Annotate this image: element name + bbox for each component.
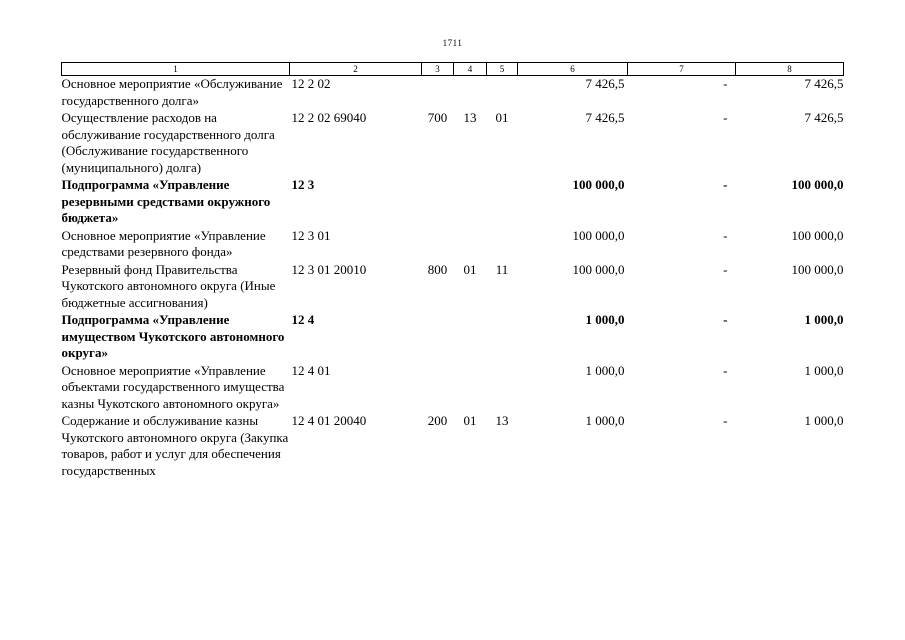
row-vr-cell: 700 (427, 110, 448, 125)
column-header: 7 (628, 63, 736, 76)
row-amount-cell: 100 000,0 (572, 177, 625, 192)
row-name-cell: Основное мероприятие «Управление объектами государственного имущества казны Чукотского автономного округа» (61, 362, 285, 411)
row-code-cell: 12 4 (291, 312, 315, 327)
table-row (62, 177, 844, 228)
column-header: 8 (736, 63, 844, 76)
column-number-row (62, 63, 844, 76)
row-total-cell: 7 426,5 (804, 76, 844, 91)
row-change-cell: - (723, 76, 728, 91)
row-name-cell: Основное мероприятие «Обслуживание государственного долга» (61, 76, 283, 108)
column-header: 5 (487, 63, 518, 76)
row-pr-cell (487, 312, 518, 363)
row-vr-cell: 800 (427, 261, 448, 277)
row-change-cell: - (723, 110, 728, 125)
row-pr-cell (487, 177, 518, 228)
table-row (62, 312, 844, 363)
row-name-cell: Осуществление расходов на обслуживание государственного долга (Обслуживание государственного (муниципального) долга) (61, 110, 275, 175)
row-total-cell: 100 000,0 (791, 177, 844, 192)
row-vr-cell (422, 177, 454, 228)
row-total-cell: 100 000,0 (791, 227, 844, 243)
row-amount-cell: 7 426,5 (585, 110, 625, 125)
row-name-cell: Резервный фонд Правительства Чукотского автономного округа (Иные бюджетные ассигнования) (61, 261, 276, 310)
row-rz-cell (454, 177, 487, 228)
column-header: 1 (62, 63, 290, 76)
budget-table (61, 62, 844, 480)
row-vr-cell (422, 76, 454, 111)
row-change-cell: - (723, 177, 728, 192)
row-total-cell: 1 000,0 (804, 312, 844, 327)
row-name-cell: Подпрограмма «Управление резервными средствами окружного бюджета» (61, 177, 271, 225)
table-row (62, 413, 844, 480)
row-code-cell: 12 2 02 (291, 76, 331, 91)
table-row (62, 363, 844, 414)
row-name-cell: Содержание и обслуживание казны Чукотского автономного округа (Закупка товаров, работ и услуг для обеспечения государственных (61, 413, 289, 478)
row-change-cell: - (723, 227, 728, 243)
row-code-cell: 12 4 01 20040 (291, 413, 367, 428)
row-change-cell: - (723, 312, 728, 327)
row-rz-cell (454, 363, 487, 414)
row-change-cell: - (723, 362, 728, 378)
row-rz-cell (454, 76, 487, 111)
row-vr-cell (422, 228, 454, 262)
row-rz-cell: 13 (463, 110, 477, 125)
column-header: 2 (290, 63, 422, 76)
row-rz-cell: 01 (463, 413, 477, 428)
row-name-cell: Основное мероприятие «Управление средствами резервного фонда» (61, 227, 266, 259)
table-row (62, 76, 844, 111)
row-total-cell: 1 000,0 (804, 362, 844, 378)
column-header: 4 (454, 63, 487, 76)
row-pr-cell: 11 (495, 261, 509, 277)
row-name-cell: Подпрограмма «Управление имуществом Чукотского автономного округа» (61, 312, 285, 360)
table-row (62, 262, 844, 313)
row-total-cell: 100 000,0 (791, 261, 844, 277)
row-pr-cell: 13 (495, 413, 509, 428)
row-amount-cell: 1 000,0 (585, 312, 625, 327)
table-body (62, 76, 844, 481)
row-total-cell: 1 000,0 (804, 413, 844, 428)
row-code-cell: 12 2 02 69040 (291, 110, 367, 125)
row-code-cell: 12 3 01 20010 (291, 261, 367, 277)
row-total-cell: 7 426,5 (804, 110, 844, 125)
row-rz-cell (454, 228, 487, 262)
row-amount-cell: 7 426,5 (585, 76, 625, 91)
row-amount-cell: 100 000,0 (572, 261, 625, 277)
row-amount-cell: 1 000,0 (585, 413, 625, 428)
column-header: 3 (422, 63, 454, 76)
row-pr-cell (487, 76, 518, 111)
row-pr-cell: 01 (495, 110, 509, 125)
row-pr-cell (487, 363, 518, 414)
table-row (62, 110, 844, 177)
row-code-cell: 12 3 (291, 177, 315, 192)
row-change-cell: - (723, 261, 728, 277)
row-vr-cell: 200 (427, 413, 448, 428)
page-number: 1711 (442, 38, 463, 48)
row-amount-cell: 1 000,0 (585, 362, 625, 378)
row-pr-cell (487, 228, 518, 262)
row-code-cell: 12 4 01 (291, 362, 331, 378)
row-vr-cell (422, 312, 454, 363)
row-rz-cell: 01 (463, 261, 477, 277)
row-amount-cell: 100 000,0 (572, 227, 625, 243)
table-row (62, 228, 844, 262)
row-code-cell: 12 3 01 (291, 227, 331, 243)
row-rz-cell (454, 312, 487, 363)
row-change-cell: - (723, 413, 728, 428)
row-vr-cell (422, 363, 454, 414)
column-header: 6 (518, 63, 628, 76)
